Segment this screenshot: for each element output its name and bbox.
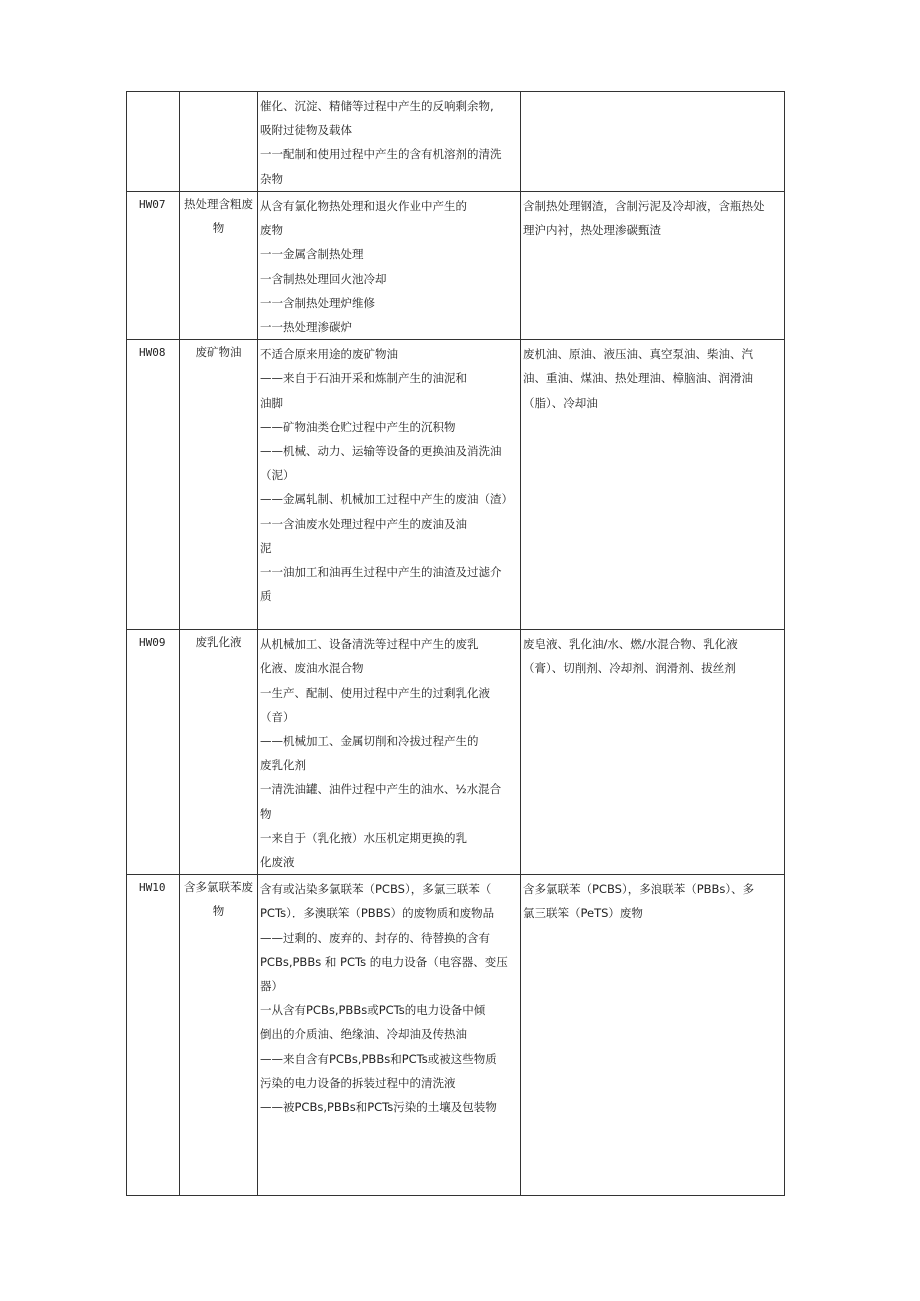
waste-source-line: 杂物 [260,171,283,186]
waste-source-line: 油脚 [260,395,283,410]
waste-example-line: 含多氯联苯（PCBS），多浪联苯（PBBs）、多 [523,882,755,897]
table-row [127,192,785,340]
waste-source-line: 一来自于（乳化掖）水压机定期更换的乳 [260,830,467,845]
waste-category-name: 热处理含粗废物 [184,197,253,235]
waste-source-line: 一一含制热处理炉维修 [260,295,375,310]
waste-examples-cell [521,92,785,192]
waste-source-line: ——来自含有PCBs,PBBs和PCTs或被这些物质 [260,1051,497,1066]
waste-code-cell [127,92,180,192]
waste-source-line: ——金属轧制、机械加工过程中产生的废油（渣） [260,492,513,507]
waste-source-line: 吸附过徒物及载体 [260,123,352,138]
waste-source-line: 器） [260,979,283,994]
waste-source-line: 污染的电力设备的拆装过程中的清洗液 [260,1075,456,1090]
waste-example-line: 废皂液、乳化油/水、燃/水混合物、乳化液 [523,637,738,652]
waste-source-line: 含有或沾染多氯联苯（PCBS），多氯三联苯（ [260,882,492,897]
table-row [127,630,785,875]
waste-source-line: ——来自于石油开采和炼制产生的油泥和 [260,371,467,386]
waste-source-line: 废乳化剂 [260,758,306,773]
table-row [127,92,785,192]
waste-examples-cell [521,192,785,340]
waste-source-line: 一一热处理渗碳炉 [260,320,352,335]
waste-source-line: （音） [260,709,295,724]
waste-example-line: 油、重油、煤油、热处理油、樟脑油、润滑油 [523,371,753,386]
waste-examples-cell [521,630,785,875]
waste-category-name: 废乳化液 [195,635,242,650]
waste-source-line: 倒出的介质油、绝缘油、冷却油及传热油 [260,1027,467,1042]
waste-category-cell [180,340,258,630]
waste-source-line: 从机械加工、设备清洗等过程中产生的废乳 [260,637,479,652]
waste-source-line: 泥 [260,540,272,555]
waste-source-line: 废物 [260,223,283,238]
waste-source-cell [258,192,521,340]
waste-source-line: 质 [260,589,272,604]
waste-source-line: ——机械加工、金属切削和冷拔过程产生的 [260,734,479,749]
waste-source-line: ——过剩的、废弃的、封存的、待替换的含有 [260,930,490,945]
waste-source-line: 一一含油废水处理过程中产生的废油及油 [260,516,467,531]
waste-code-cell: HW10 [127,875,180,1196]
waste-source-line: ——矿物油类仓贮过程中产生的沉积物 [260,419,456,434]
waste-source-line: 不适合原来用途的废矿物油 [260,347,398,362]
waste-source-cell [258,875,521,1196]
waste-source-line: 一清洗油罐、油件过程中产生的油水、½水混合 [260,782,502,797]
waste-source-line: 从含有氯化物热处理和退火作业中产生的 [260,199,467,213]
waste-category-cell [180,192,258,340]
waste-category-name: 含多氯联苯废物 [184,880,253,919]
waste-source-line: ——被PCBs,PBBs和PCTs污染的土壤及包装物 [260,1100,497,1115]
waste-example-line: 含制热处理钢渣，含制污泥及冷却液，含瓶热处 [523,199,765,213]
waste-source-line: 一从含有PCBs,PBBs或PCTs的电力设备中倾 [260,1003,486,1018]
waste-example-line: 废机油、原油、液压油、真空泵油、柴油、汽 [523,347,753,362]
table-row [127,340,785,630]
waste-examples-cell [521,340,785,630]
waste-source-line: 催化、沉淀、精储等过程中产生的反响剩余物, [260,99,494,113]
waste-example-line: （膏）、切削剂、冷却剂、润滑剂、拔丝剂 [523,661,736,676]
waste-code-cell: HW09 [127,630,180,875]
waste-example-line: 氯三联笨（PeTS）废物 [523,906,643,921]
waste-example-line: （脂）、冷却油 [523,395,598,410]
waste-source-line: 一一油加工和油再生过程中产生的油渣及过滤介 [260,565,502,580]
waste-source-cell [258,340,521,630]
waste-examples-cell [521,875,785,1196]
waste-source-line: PCTs）．多澳联笨（PBBS）的废物质和废物品 [260,906,495,921]
waste-source-line: （泥） [260,468,295,483]
waste-code-cell: HW08 [127,340,180,630]
hazardous-waste-table [126,91,785,1196]
waste-source-line: ——机械、动力、运输等设备的更换油及消洗油 [260,444,502,459]
waste-source-line: 一一配制和使用过程中产生的含有机溶剂的清洗 [260,147,502,162]
waste-source-line: 物 [260,806,272,821]
waste-category-cell [180,630,258,875]
waste-source-line: 一一金属含制热处理 [260,247,364,262]
waste-example-line: 理沪内衬，热处理渗碳甄渣 [523,223,661,238]
table-row [127,875,785,1196]
waste-category-name: 废矿物油 [195,345,242,360]
waste-category-cell [180,875,258,1196]
waste-code-cell: HW07 [127,192,180,340]
waste-source-line: 一生产、配制、使用过程中产生的过剩乳化液 [260,685,490,700]
waste-source-cell [258,630,521,875]
waste-source-line: 化液、废油水混合物 [260,661,364,676]
waste-source-line: 一含制热处理回火池冷却 [260,271,387,286]
waste-category-cell [180,92,258,192]
waste-source-line: 化废液 [260,855,295,870]
waste-source-cell [258,92,521,192]
waste-source-line: PCBs,PBBs 和 PCTs 的电力设备（电容器、变压 [260,954,508,969]
